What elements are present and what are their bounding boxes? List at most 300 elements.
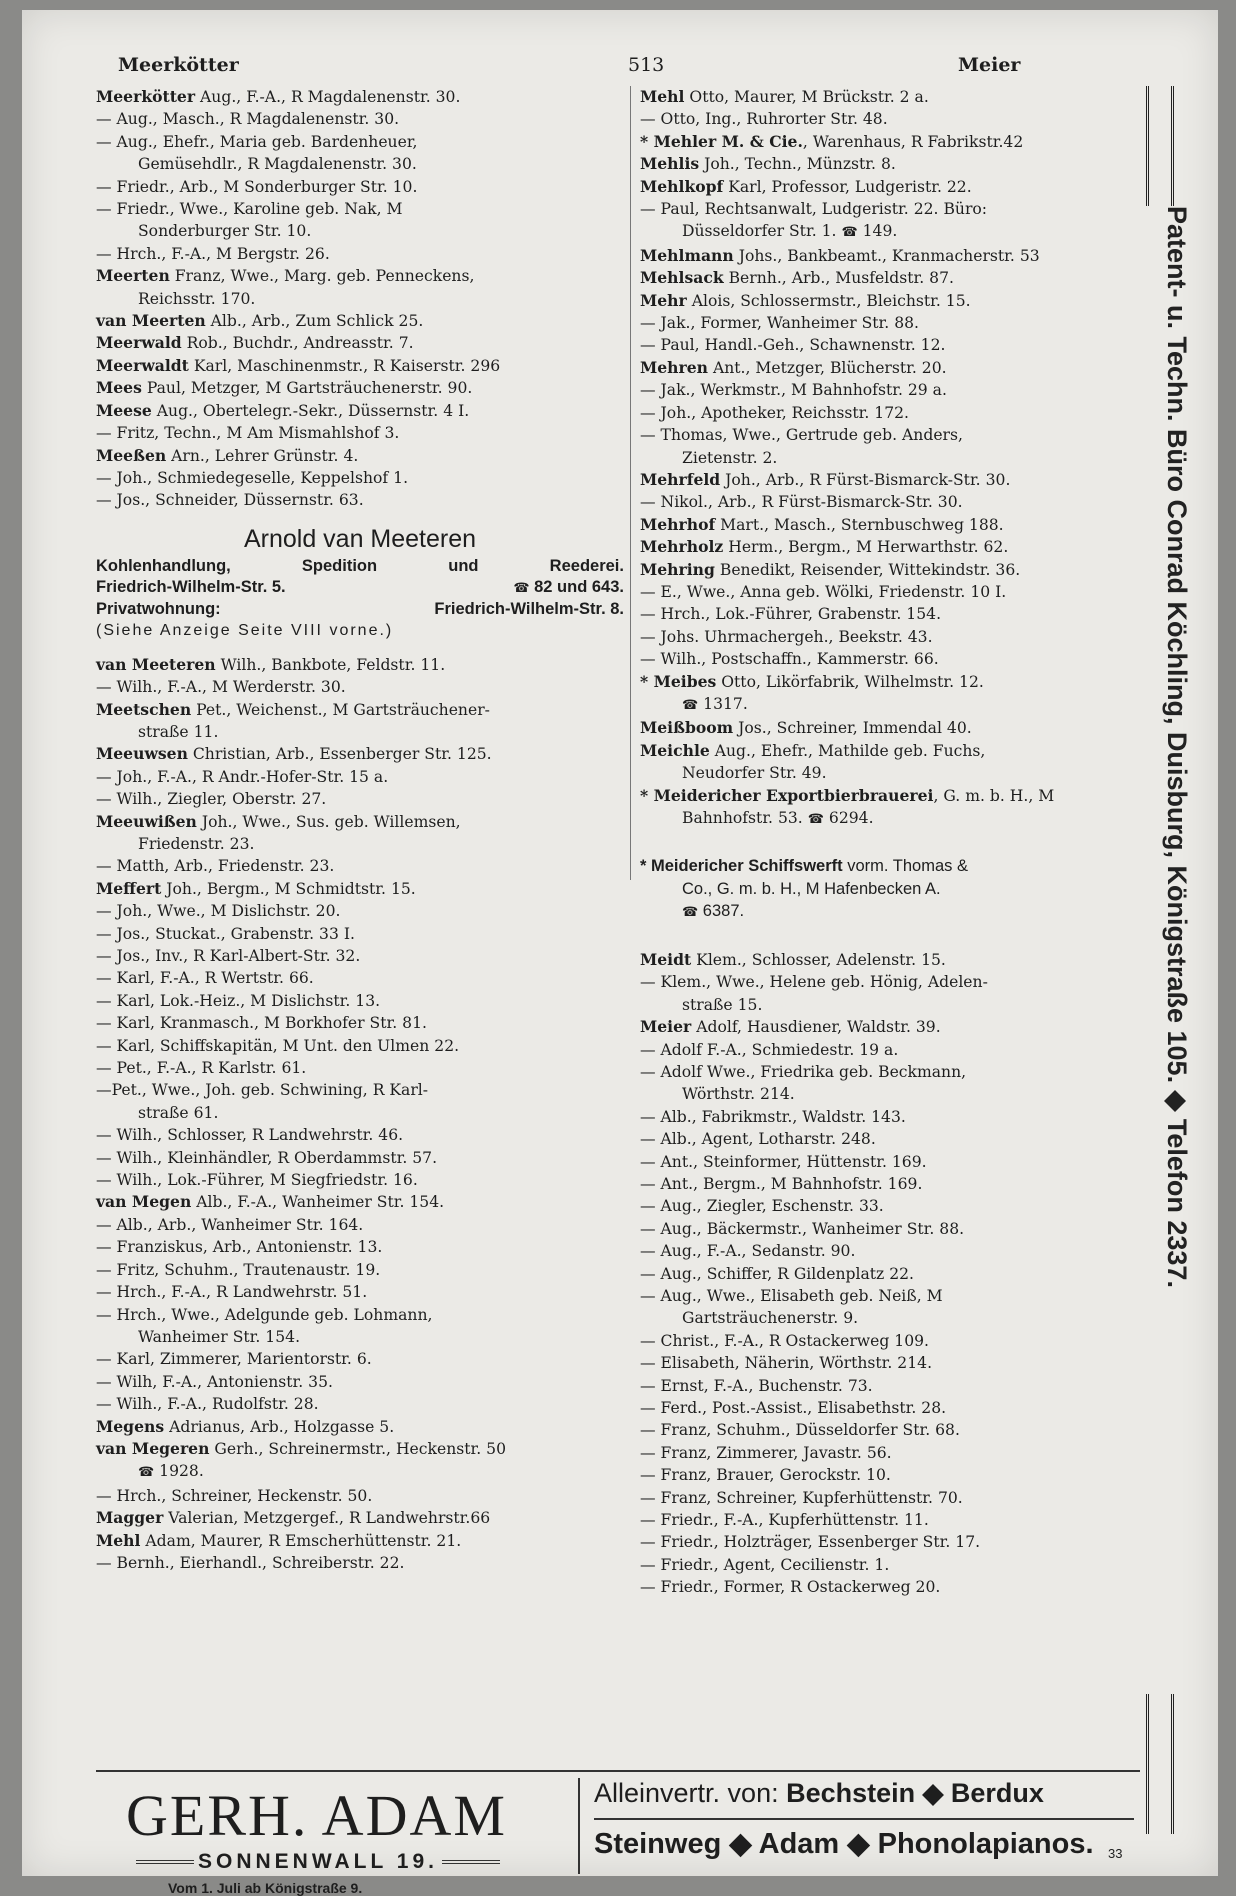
directory-entry <box>96 1057 624 1079</box>
entry-details: Wwe., Friedrika geb. Beckmann, <box>701 1062 967 1081</box>
entry-continuation-text: straße 11. <box>138 722 219 741</box>
entry-details: Rob., Buchdr., Andreasstr. 7. <box>181 334 414 353</box>
entry-name: — Franz <box>640 1443 707 1462</box>
directory-entry <box>96 1079 624 1124</box>
directory-entry <box>96 1035 624 1057</box>
entry-name: Meichle <box>640 740 710 760</box>
entry-details: , Wwe., Helene geb. Hönig, Adelen- <box>706 973 988 992</box>
entry-continuation <box>640 220 1138 244</box>
entry-name: — Aug. <box>640 1287 697 1305</box>
banner-rule <box>594 1818 1134 1820</box>
page-header <box>118 54 1158 84</box>
directory-entry <box>96 1124 624 1146</box>
directory-entry <box>96 422 624 444</box>
entry-name: — Karl <box>96 1014 150 1033</box>
entry-name: — Karl <box>96 1036 150 1055</box>
entry-name: — Wilh <box>96 1372 153 1391</box>
banner-address: SONNENWALL 19. <box>138 1850 498 1874</box>
ad-text: Friedrich-Wilhelm-Str. 8. <box>434 599 624 618</box>
entry-name: — Otto <box>640 110 696 129</box>
directory-entry <box>640 1128 1138 1150</box>
entry-name: — Karl <box>96 991 150 1010</box>
entry-name: Meerkötter <box>96 87 196 106</box>
entry-name: Magger <box>96 1508 164 1528</box>
entry-name: Mehlmann <box>640 245 734 265</box>
directory-entry <box>96 108 624 130</box>
entry-continuation <box>640 807 1138 831</box>
ad-line-business <box>96 556 624 577</box>
entry-name: — Franziskus <box>96 1238 203 1257</box>
entry-details: Herm., Bergm., M Herwarthstr. 62. <box>723 538 1009 557</box>
entry-details: , Postschaffn., Kammerstr. 66. <box>701 650 939 669</box>
directory-entry <box>640 357 1138 379</box>
directory-entry <box>640 581 1138 603</box>
entry-continuation-text: Gemüsehdlr., R Magdalenenstr. 30. <box>138 155 417 174</box>
entry-name: — Jos. <box>96 947 146 965</box>
entry-details: , Eierhandl., Schreiberstr. 22. <box>169 1553 405 1572</box>
directory-entry <box>96 198 624 243</box>
header-right-keyword: Meier <box>958 54 1021 76</box>
entry-name: — Franz <box>640 1466 707 1485</box>
entry-details: Adrianus, Arb., Holzgasse 5. <box>164 1417 395 1436</box>
entry-details: , Zimmerer, Javastr. 56. <box>706 1443 892 1462</box>
directory-entry <box>640 1375 1138 1397</box>
entry-name: — Aug. <box>96 110 153 129</box>
directory-entry <box>640 334 1138 356</box>
entry-details: Mart., Masch., Sternbuschweg 188. <box>715 515 1004 534</box>
directory-entry <box>96 699 624 744</box>
directory-entry <box>96 332 624 354</box>
entry-name: — Bernh. <box>96 1553 170 1572</box>
sidebar-advertisement <box>1128 60 1198 1288</box>
entry-name: — Franz <box>640 1421 707 1440</box>
entry-details: Franz, Wwe., Marg. geb. Penneckens, <box>169 267 475 286</box>
entry-name: — Karl <box>96 969 150 988</box>
entry-name: — Hrch. <box>96 1305 162 1324</box>
entry-details: Karl, Professor, Ludgeristr. 22. <box>723 177 972 196</box>
directory-entry <box>640 312 1138 334</box>
entry-continuation <box>96 1102 624 1124</box>
entry-details: , Arb., Antonienstr. 13. <box>202 1238 383 1257</box>
directory-entry <box>96 1281 624 1303</box>
entry-name: — Johs. <box>640 627 700 646</box>
entry-details: , F.-A., Rudolfstr. 28. <box>157 1395 319 1414</box>
right-column <box>640 86 1138 1599</box>
directory-entry <box>96 400 624 422</box>
directory-entry <box>640 469 1138 491</box>
entry-details: Karl, Maschinenmstr., R Kaiserstr. 296 <box>188 356 501 375</box>
entry-details: , Wwe., Elisabeth geb. Neiß, M <box>696 1287 943 1305</box>
directory-entry <box>96 676 624 698</box>
entry-name: — Jak. <box>640 381 691 400</box>
directory-entry <box>640 1106 1138 1128</box>
page-number: 513 <box>628 54 665 76</box>
directory-entry <box>96 967 624 989</box>
entry-details: , Schneider, Düssernstr. 63. <box>145 491 364 510</box>
entry-continuation <box>640 1307 1138 1329</box>
entry-name: Meeuwsen <box>96 744 188 764</box>
entry-details: , Zimmerer, Marientorstr. 6. <box>149 1350 372 1369</box>
entry-details: , Schreiner, Kupferhüttenstr. 70. <box>706 1488 963 1507</box>
entry-name: — Ferd. <box>640 1399 703 1418</box>
entry-continuation <box>96 833 624 855</box>
entry-name: * Meibes <box>640 671 717 691</box>
entry-details: Christian, Arb., Essenberger Str. 125. <box>187 745 492 764</box>
entry-details: Benedikt, Reisender, Wittekindstr. 36. <box>714 560 1021 579</box>
entry-details: , Ing., Ruhrorter Str. 48. <box>695 110 888 129</box>
telephone-icon: ☎ <box>682 697 699 713</box>
directory-entry <box>96 654 624 676</box>
entry-continuation-text: Gartsträuchenerstr. 9. <box>682 1309 859 1328</box>
entry-details: Joh., Techn., Münzstr. 8. <box>699 155 896 174</box>
entry-name: Mehlis <box>640 154 700 174</box>
entry-details: Paul, Metzger, M Gartsträuchenerstr. 90. <box>141 379 473 398</box>
entry-name: — Friedr. <box>96 200 170 219</box>
entry-phone: 6294. <box>828 809 874 827</box>
banner-brands-line: Steinweg ◆ Adam ◆ Phonolapianos. <box>594 1828 1094 1860</box>
entry-details: Pet., Weichenst., M Gartsträuchener- <box>191 700 490 719</box>
entry-name: * Meidericher Exportbierbrauerei <box>640 785 934 805</box>
entry-name: — Fritz <box>96 424 155 443</box>
directory-entry <box>96 1416 624 1438</box>
entry-details: Gerh., Schreinermstr., Heckenstr. 50 <box>209 1439 506 1458</box>
directory-entry <box>96 176 624 198</box>
directory-entry <box>640 1464 1138 1486</box>
entry-details: , Schuhm., Düsseldorfer Str. 68. <box>706 1421 960 1440</box>
entry-continuation-text: Sonderburger Str. 10. <box>138 222 312 241</box>
directory-entry <box>640 785 1138 832</box>
entry-name: — Hrch. <box>640 605 706 624</box>
ad-text: und <box>448 556 479 575</box>
entry-details: Ant., Metzger, Blücherstr. 20. <box>708 358 947 377</box>
directory-entry <box>96 990 624 1012</box>
entry-name: — Paul <box>640 336 695 355</box>
telephone-icon: ☎ <box>841 225 858 241</box>
entry-name: Meeuwißen <box>96 811 197 831</box>
entry-details: , F.-A., R Ostackerweg 109. <box>714 1331 930 1350</box>
entry-continuation <box>640 762 1138 784</box>
entry-name: — Elisabeth <box>640 1354 735 1373</box>
ad-text: Privatwohnung: <box>96 599 221 618</box>
entry-details: , Warenhaus, R Fabrikstr.42 <box>802 132 1024 151</box>
directory-entry <box>96 900 624 922</box>
entry-continuation <box>96 153 624 175</box>
entry-name: — Friedr. <box>96 177 170 196</box>
footer-number: 33 <box>1108 1846 1123 1861</box>
entry-details: Klem., Schlosser, Adelenstr. 15. <box>691 950 946 969</box>
entry-details: , F.-A., R Wertstr. 66. <box>149 969 314 988</box>
entry-details: , Schiffer, R Gildenplatz 22. <box>696 1264 915 1283</box>
entry-name: Mehl <box>640 87 685 106</box>
entry-details: Bernh., Arb., Musfeldstr. 87. <box>723 269 954 288</box>
entry-details: , Ziegler, Oberstr. 27. <box>157 790 327 809</box>
directory-entry <box>96 1552 624 1574</box>
ad-company-name: * Meidericher Schiffswerft <box>640 857 843 876</box>
entry-name: Mehl <box>96 1530 141 1550</box>
entry-details: Johs., Bankbeamt., Kranmacherstr. 53 <box>733 246 1040 265</box>
entry-name: Mehren <box>640 357 708 377</box>
directory-entry <box>640 86 1138 108</box>
ad-phone-number: 6387. <box>702 902 745 921</box>
entry-name: — Aug. <box>640 1242 697 1261</box>
entry-name: — Joh. <box>96 767 148 786</box>
banner-separator <box>578 1778 580 1874</box>
decorative-lines <box>1146 86 1174 206</box>
entry-details: Adam, Maurer, R Emscherhüttenstr. 21. <box>140 1531 462 1550</box>
directory-entry <box>640 1531 1138 1553</box>
ad-text: vorm. Thomas & <box>842 857 968 876</box>
directory-entry <box>96 1147 624 1169</box>
entry-name: Meißboom <box>640 718 734 738</box>
banner-company-name: GERH. ADAM <box>126 1783 507 1848</box>
ad-line-address <box>96 577 624 599</box>
entry-details: Joh., Bergm., M Schmidtstr. 15. <box>161 879 416 898</box>
entry-continuation-text: straße 15. <box>682 995 763 1014</box>
ad-phone-numbers: 82 und 643. <box>534 577 624 596</box>
entry-name: — Hrch. <box>96 1486 162 1505</box>
directory-entry <box>96 811 624 856</box>
entry-details: , Lok.-Führer, M Siegfriedstr. 16. <box>157 1171 418 1190</box>
directory-entry <box>640 740 1138 785</box>
entry-name: — Hrch. <box>96 1283 162 1302</box>
directory-entry <box>96 743 624 765</box>
entry-continuation-text: Zietenstr. 2. <box>682 448 778 467</box>
directory-entry <box>640 1151 1138 1173</box>
entry-details: , Wwe., Karoline geb. Nak, M <box>169 200 403 219</box>
entry-details: , Kranmasch., M Borkhofer Str. 81. <box>149 1014 427 1033</box>
entry-continuation-text: Bahnhofstr. 53. <box>682 809 803 827</box>
entry-details: Alois, Schlossermstr., Bleichstr. 15. <box>686 291 971 310</box>
entry-details: F.-A., Schmiedestr. 19 a. <box>701 1040 899 1059</box>
entry-name: Meerwaldt <box>96 355 189 375</box>
advertisement-van-meeteren <box>96 522 624 642</box>
telephone-icon: ☎ <box>513 580 530 596</box>
entry-name: Meffert <box>96 878 162 898</box>
entry-name: — Klem. <box>640 973 707 992</box>
directory-entry <box>640 176 1138 198</box>
entry-details: Wilh., Bankbote, Feldstr. 11. <box>215 655 446 674</box>
entry-name: — Wilh. <box>96 1126 158 1145</box>
entry-details: , Wwe., Joh. geb. Schwining, R Karl- <box>141 1081 429 1100</box>
directory-entry <box>640 1487 1138 1509</box>
entry-details: , Agent, Cecilienstr. 1. <box>713 1555 890 1574</box>
entry-phone: 1317. <box>703 694 748 713</box>
directory-entry <box>640 1263 1138 1285</box>
decorative-lines-bottom <box>1146 1694 1174 1834</box>
entry-name: — Aug. <box>96 132 153 151</box>
directory-entry <box>96 1507 624 1529</box>
entry-details: Otto, Likörfabrik, Wilhelmstr. 12. <box>716 672 984 691</box>
entry-details: Jos., Schreiner, Immendal 40. <box>733 719 972 738</box>
entry-details: , Holzträger, Essenberger Str. 17. <box>713 1533 981 1552</box>
entry-continuation-text: straße 61. <box>138 1103 219 1122</box>
directory-entry <box>96 467 624 489</box>
entry-name: — Matth <box>96 857 165 876</box>
entry-continuation-text: Friedenstr. 23. <box>138 834 255 853</box>
entry-details: , G. m. b. H., M <box>933 786 1055 805</box>
entry-details: , Werkmstr., M Bahnhofstr. 29 a. <box>690 381 947 400</box>
entry-name: — Aug. <box>640 1197 697 1216</box>
entry-details: , Former, Wanheimer Str. 88. <box>690 314 920 333</box>
entry-continuation-text: Reichsstr. 170. <box>138 289 256 308</box>
telephone-icon: ☎ <box>807 812 824 827</box>
directory-entry <box>96 1304 624 1349</box>
entry-details: , Schlosser, R Landwehrstr. 46. <box>157 1126 404 1145</box>
ad-text: Spedition <box>301 556 378 575</box>
directory-entry <box>96 355 624 377</box>
entry-name: — Aug. <box>640 1264 697 1283</box>
directory-entry <box>640 1240 1138 1262</box>
directory-entry <box>96 445 624 467</box>
entry-name: van Megeren <box>96 1438 210 1458</box>
entry-details: , Arb., M Sonderburger Str. 10. <box>169 177 418 196</box>
entry-details: , Former, R Ostackerweg 20. <box>713 1578 941 1597</box>
entry-phone: 149. <box>862 222 898 241</box>
entry-details: , Bergm., M Bahnhofstr. 169. <box>693 1174 923 1193</box>
entry-name: — Karl <box>96 1350 150 1369</box>
entry-name: — Ernst <box>640 1376 704 1395</box>
entry-name: Megens <box>96 1416 165 1436</box>
bottom-banner-advertisement <box>96 1770 1140 1896</box>
entry-name: — Pet. <box>96 1059 147 1078</box>
entry-details: , Lok.-Heiz., M Dislichstr. 13. <box>149 991 381 1010</box>
directory-entry <box>640 153 1138 175</box>
entry-name: Mehrhof <box>640 514 716 534</box>
entry-name: — Wilh. <box>96 790 158 809</box>
entry-details: , Apotheker, Reichsstr. 172. <box>691 403 909 422</box>
directory-entry <box>640 603 1138 625</box>
entry-name: — Friedr. <box>640 1511 714 1530</box>
directory-entry <box>640 536 1138 558</box>
directory-entry <box>96 243 624 265</box>
directory-entry <box>640 1061 1138 1106</box>
entry-details: , F.-A., R Karlstr. 61. <box>146 1059 307 1078</box>
directory-entry <box>640 1285 1138 1330</box>
directory-entry <box>640 648 1138 670</box>
entry-name: Meerten <box>96 266 170 286</box>
entry-name: van Meeteren <box>96 654 216 674</box>
diamond-icon: ◆ <box>1162 1090 1192 1112</box>
entry-details: , Schmiedegeselle, Keppelshof 1. <box>147 468 409 487</box>
entry-name: van Megen <box>96 1192 192 1212</box>
entry-details: , Handl.-Geh., Schawnenstr. 12. <box>694 336 946 355</box>
entry-name: — Paul <box>640 200 695 219</box>
entry-details: , Wwe., Adelgunde geb. Lohmann, <box>161 1305 433 1324</box>
entry-name: Mehr <box>640 290 687 310</box>
telephone-icon: ☎ <box>138 1465 155 1481</box>
directory-entry <box>96 1393 624 1415</box>
banner-note: Vom 1. Juli ab Königstraße 9. <box>168 1880 363 1896</box>
directory-entry <box>96 1371 624 1393</box>
entry-details: , F.-A., Sedanstr. 90. <box>696 1242 856 1261</box>
entry-name: — Fritz <box>96 1260 155 1279</box>
entry-details: , Bäckermstr., Wanheimer Str. 88. <box>696 1219 965 1238</box>
directory-entry <box>640 1039 1138 1061</box>
directory-entry <box>96 945 624 967</box>
entry-name: — Wilh. <box>96 1395 158 1414</box>
directory-entry <box>96 1485 624 1507</box>
entry-details: , Schiffskapitän, M Unt. den Ulmen 22. <box>149 1036 460 1055</box>
entry-details: , F.-A., R Andr.-Hofer-Str. 15 a. <box>147 767 389 786</box>
entry-details: , Inv., R Karl-Albert-Str. 32. <box>145 947 361 965</box>
entry-name: Mehrholz <box>640 537 724 557</box>
directory-entry <box>640 402 1138 424</box>
entry-details: , Agent, Lotharstr. 248. <box>691 1130 876 1149</box>
directory-entry <box>640 1442 1138 1464</box>
entry-name: — Adolf <box>640 1062 702 1081</box>
entry-name: — Alb. <box>640 1107 692 1126</box>
directory-entry <box>640 108 1138 130</box>
entry-name: — Joh. <box>640 403 692 422</box>
advertisement-meidericher-schiffswerft <box>640 855 1138 925</box>
directory-entry <box>640 971 1138 1016</box>
directory-entry <box>96 766 624 788</box>
ad-text: Reederei. <box>549 556 624 575</box>
entry-name: — Hrch. <box>96 244 162 263</box>
entry-name: — E. <box>640 582 677 601</box>
directory-entry <box>640 131 1138 153</box>
entry-details: , Wwe., Gertrude geb. Anders, <box>722 426 963 445</box>
entry-name: — Friedr. <box>640 1578 714 1597</box>
entry-name: — Franz <box>640 1488 707 1507</box>
entry-details: , Kleinhändler, R Oberdammstr. 57. <box>157 1148 438 1167</box>
entry-phone-line <box>640 693 1138 717</box>
directory-entry <box>96 1191 624 1213</box>
entry-continuation <box>640 447 1138 469</box>
entry-name: Meidt <box>640 949 692 969</box>
entry-details: , Steinformer, Hüttenstr. 169. <box>693 1152 927 1171</box>
directory-entry <box>640 559 1138 581</box>
entry-name: Meeßen <box>96 445 167 465</box>
directory-entry <box>640 1554 1138 1576</box>
entry-details: Aug., Ehefr., Mathilde geb. Fuchs, <box>709 741 986 760</box>
entry-continuation <box>96 220 624 242</box>
directory-entry <box>96 1012 624 1034</box>
ad-text: Friedrich-Wilhelm-Str. 5. <box>96 577 286 596</box>
entry-name: — Adolf <box>640 1040 702 1059</box>
directory-entry <box>640 198 1138 245</box>
directory-entry <box>640 1576 1138 1598</box>
directory-entry <box>96 310 624 332</box>
entry-continuation <box>640 1083 1138 1105</box>
directory-entry <box>640 1419 1138 1441</box>
directory-entry <box>640 626 1138 648</box>
directory-entry <box>640 424 1138 469</box>
entry-name: Mehrfeld <box>640 469 721 489</box>
directory-entry <box>96 1214 624 1236</box>
entry-details: , Fabrikmstr., Waldstr. 143. <box>691 1107 906 1126</box>
directory-entry <box>640 267 1138 289</box>
entry-details: , Näherin, Wörthstr. 214. <box>734 1354 933 1373</box>
entry-details: , F.-A., M Werderstr. 30. <box>157 678 346 697</box>
directory-entry <box>640 1330 1138 1352</box>
entry-details: , Arb., Wanheimer Str. 164. <box>147 1215 364 1234</box>
directory-entry <box>640 514 1138 536</box>
directory-entry <box>640 1016 1138 1038</box>
directory-entry <box>640 1195 1138 1217</box>
entry-details: , F.-A., Antonienstr. 35. <box>152 1372 333 1391</box>
entry-details: Joh., Arb., R Fürst-Bismarck-Str. 30. <box>720 470 1011 489</box>
ad-text: Co., G. m. b. H., M Hafenbecken A. <box>682 879 941 898</box>
entry-name: — Wilh. <box>96 1171 158 1190</box>
ad-title: Arnold van Meeteren <box>243 524 477 553</box>
entry-name: Mehlkopf <box>640 176 724 196</box>
entry-continuation <box>96 721 624 743</box>
directory-entry <box>96 878 624 900</box>
entry-name: — Wilh. <box>96 1148 158 1167</box>
entry-details: , Rechtsanwalt, Ludgeristr. 22. Büro: <box>694 200 988 219</box>
directory-entry <box>96 788 624 810</box>
